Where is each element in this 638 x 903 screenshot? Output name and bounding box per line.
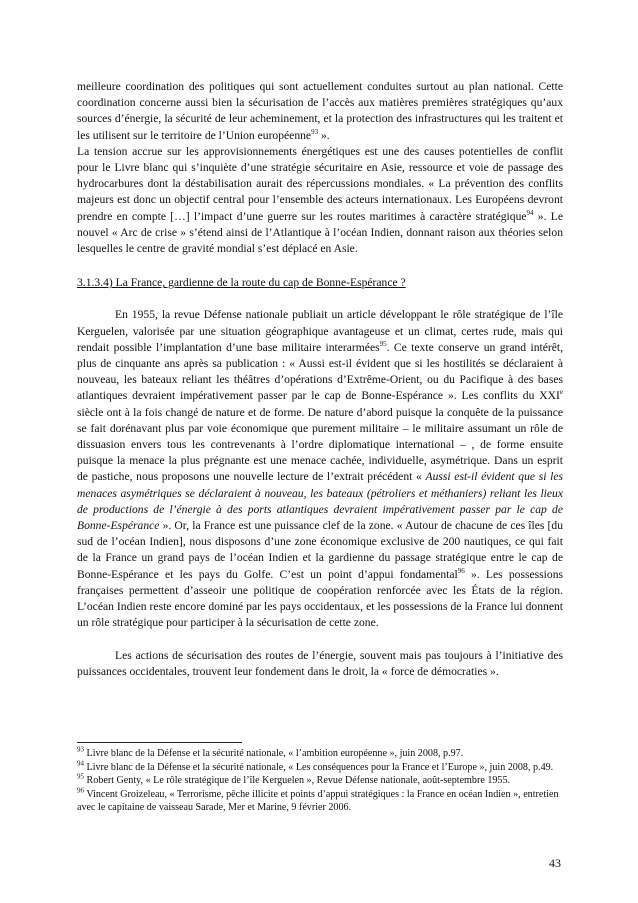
spacer	[77, 257, 563, 275]
paragraph-2-text: La tension accrue sur les approvisionnements énergétiques est une des causes potentielles de conflit pour le Livre blanc qui s’inquiète d’une stratégie sécuritaire en Asie, ressource et voie de passage des hydrocarbures dont la déstabilisation aurait des répercussions mondiales. « La prévention des conflits majeurs est donc un objectif central pour l’ensemble des acteurs internationaux. Les Européens devront prendre en compte […] l’impact d’une guerre sur les routes maritimes à caractère stratégique	[77, 144, 563, 223]
century-superscript: e	[559, 388, 563, 397]
paragraph-3-text-3: siècle ont à la fois changé de nature et de forme. De nature d’abord puisque la conquête de la puissance se fait dorénavant plus par voie économique que purement militaire – le militaire assumant un rôle de dissuasion envers tous les contrevenants à l’ordre diplomatique international – , de forme ensuite puisque la menace la plus prégnante est une menace cachée, individuelle, asymétrique. Dans un esprit de pastiche, nous proposons une nouvelle lecture de l’extrait précédent «	[77, 405, 563, 484]
paragraph-2-text-end: ». Le nouvel « Arc de crise » s’étend ainsi de l’Atlantique à l’océan Indien, donnant raison aux théories selon lesquelles le centre de gravité mondial s’est déplacé en Asie.	[77, 209, 563, 256]
footnote-number: 95	[77, 772, 84, 781]
footnote-number: 96	[77, 786, 84, 795]
footnote-ref-94: 94	[526, 208, 534, 217]
paragraph-1	[77, 79, 563, 144]
section-heading: 3.1.3.4) La France, gardienne de la route du cap de Bonne-Espérance ?	[77, 276, 406, 290]
footnote-separator	[77, 742, 242, 743]
footnote-ref-93: 93	[311, 127, 319, 136]
footnote-93	[77, 747, 563, 761]
paragraph-3-text: En 1955, la revue Défense nationale publiait un article développant le rôle stratégique de l’île Kerguelen, valorisée par une situation géographique avantageuse et un climat, certes rude, mais qui rendait possible l’implantation d’une base militaire interarmées	[77, 308, 563, 354]
spacer	[77, 632, 563, 648]
page-number: 43	[549, 856, 561, 870]
footnote-ref-95: 95	[379, 339, 387, 348]
paragraph-3-text-2: . Ce texte conserve un grand intérêt, plus de cinquante ans après sa publication : « Aussi est-il évident que si les hostilités se déclaraient à nouveau, les bateaux reliant les théâtres d’opérations d’Extrême-Orient, ou du Pacifique à des bases atlantiques devraient impérativement passer par le cap de Bonne-Espérance ». Les conflits du XXI	[77, 340, 563, 403]
footnote-text: Vincent Groizeleau, « Terrorisme, pêche illicite et points d’appui stratégiques : la France en océan Indien », entretien avec le capitaine de vaisseau Sarade, Mer et Marine, 9 février 2006.	[77, 788, 559, 814]
paragraph-1-text: meilleure coordination des politiques qui sont actuellement conduites surtout au plan national. Cette coordination concerne aussi bien la sécurisation de l’accès aux matières premières stratégiques qu’aux sources d’énergie, la sécurité de leur acheminement, et la protection des infrastructures qui les traitent et les utilisent sur le territoire de l’Union européenne	[77, 80, 563, 142]
paragraph-1-text-end: ».	[318, 128, 330, 142]
spacer	[77, 291, 563, 307]
body-text	[77, 79, 563, 680]
paragraph-3-text-5: ». Les possessions françaises permettent d’asseoir une politique de coopération renforcée avec les États de la région. L’océan Indien reste encore dominé par les pays occidentaux, et les possessions de la France lui donnent un rôle stratégique pour participer à la sécurisation de cette zone.	[77, 567, 563, 630]
paragraph-2	[77, 144, 563, 257]
footnote-94	[77, 761, 563, 775]
paragraph-4: Les actions de sécurisation des routes de l’énergie, souvent mais pas toujours à l’initiative des puissances occidentales, trouvent leur fondement dans le droit, la « force de démocraties ».	[77, 648, 563, 678]
footnote-text: Robert Genty, « Le rôle stratégique de l’île Kerguelen », Revue Défense nationale, août-septembre 1955.	[84, 775, 511, 787]
paragraph-3	[77, 307, 563, 631]
footnote-number: 93	[77, 745, 84, 754]
footnote-text: Livre blanc de la Défense et la sécurité nationale, « l’ambition européenne », juin 2008, p.97.	[84, 748, 464, 759]
footnotes	[77, 747, 563, 815]
footnote-95	[77, 774, 563, 788]
footnote-96	[77, 788, 563, 815]
footnote-text: Livre blanc de la Défense et la sécurité nationale, « Les conséquences pour la France et l’Europe », juin 2008, p.49.	[84, 761, 554, 773]
footnote-ref-96: 96	[457, 566, 465, 575]
footnote-number: 94	[77, 759, 84, 768]
paragraph-3-text-4: ». Or, la France est une puissance clef de la zone. « Autour de chacune de ces îles [du sud de l’océan Indien], nous disposons d’une zone économique exclusive de 200 nautiques, ce qui fait de la France un grand pays de l’océan Indien et la gardienne du passage stratégique entre le cap de Bonne-Espérance et les pays du Golfe. C’est un point d’appui fondamental	[77, 519, 563, 581]
pastiche-quote: Aussi est-il évident que si les menaces asymétriques se déclaraient à nouveau, les bateaux (pétroliers et méthaniers) reliant les lieux de productions de l’énergie à des ports atlantiques devraient impérativement passer par le cap de Bonne-Espérance	[77, 470, 563, 533]
